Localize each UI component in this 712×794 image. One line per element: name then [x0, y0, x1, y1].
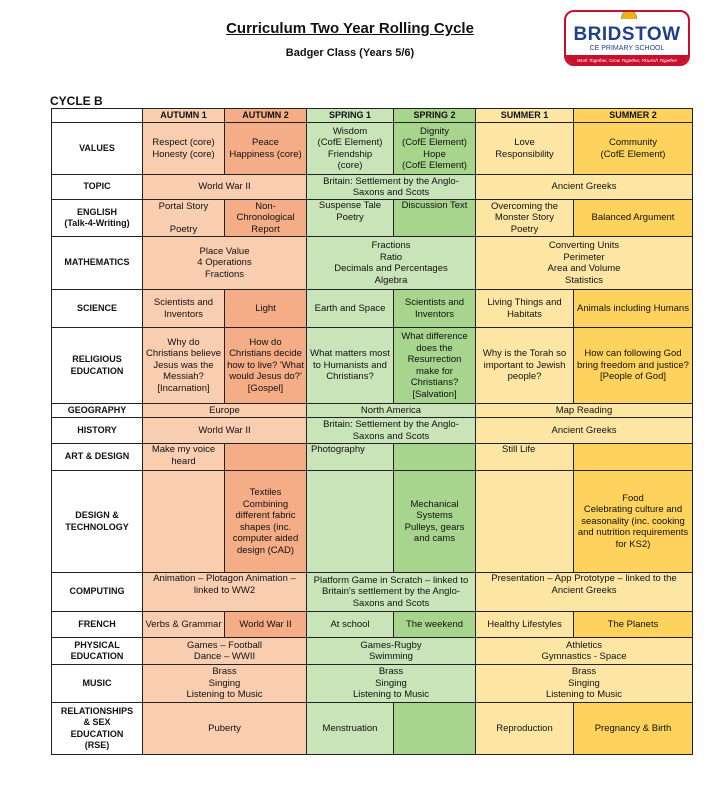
cell-spring-1: Suspense Tale Poetry	[307, 200, 394, 237]
row-label: HISTORY	[52, 418, 143, 444]
cell-spring: Fractions Ratio Decimals and Percentages Algebra	[307, 237, 476, 290]
cell-autumn: Place Value 4 Operations Fractions	[143, 237, 307, 290]
cell-summer-1: Still Life	[476, 444, 574, 471]
row-label: ART & DESIGN	[52, 444, 143, 471]
row-re	[52, 328, 693, 404]
header-row	[52, 109, 693, 123]
cell-summer: Athletics Gymnastics - Space	[476, 638, 693, 665]
cell-autumn-1: Respect (core) Honesty (core)	[143, 123, 225, 175]
cell-summer-2: How can following God bring freedom and justice? [People of God]	[574, 328, 693, 404]
cell-summer: Map Reading	[476, 404, 693, 418]
cell-summer: Converting Units Perimeter Area and Volume Statistics	[476, 237, 693, 290]
cell-summer-2: Animals including Humans	[574, 290, 693, 328]
cell-spring-2: The weekend	[394, 612, 476, 638]
cell-summer-2: Food Celebrating culture and seasonality (inc. cooking and nutrition requirements for KS2)	[574, 471, 693, 573]
row-computing	[52, 573, 693, 612]
row-label: VALUES	[52, 123, 143, 175]
cell-autumn: Puberty	[143, 703, 307, 755]
cell-autumn: Europe	[143, 404, 307, 418]
cell-summer-1: Why is the Torah so important to Jewish people?	[476, 328, 574, 404]
cell-summer-2: Community (CofE Element)	[574, 123, 693, 175]
cell-summer-1: Living Things and Habitats	[476, 290, 574, 328]
cell-autumn-2: Non-Chronological Report	[225, 200, 307, 237]
row-label: RELIGIOUS EDUCATION	[52, 328, 143, 404]
cell-summer-2: Pregnancy & Birth	[574, 703, 693, 755]
row-art	[52, 444, 693, 471]
cell-autumn-1: Scientists and Inventors	[143, 290, 225, 328]
page-title: Curriculum Two Year Rolling Cycle	[226, 20, 474, 37]
cell-autumn-1: Verbs & Grammar	[143, 612, 225, 638]
row-science	[52, 290, 693, 328]
row-geography	[52, 404, 693, 418]
col-summer-2: SUMMER 2	[574, 109, 693, 123]
cell-autumn: World War II	[143, 175, 307, 200]
row-label: MATHEMATICS	[52, 237, 143, 290]
col-spring-2: SPRING 2	[394, 109, 476, 123]
cell-spring: Games-Rugby Swimming	[307, 638, 476, 665]
row-english	[52, 200, 693, 237]
cell-summer-2: Balanced Argument	[574, 200, 693, 237]
cell-summer: Presentation – App Prototype – linked to the Ancient Greeks	[476, 573, 693, 612]
row-pe	[52, 638, 693, 665]
col-autumn-2: AUTUMN 2	[225, 109, 307, 123]
row-values	[52, 123, 693, 175]
page-subtitle: Badger Class (Years 5/6)	[285, 47, 415, 59]
corner-cell	[52, 109, 143, 123]
cell-summer: Brass Singing Listening to Music	[476, 665, 693, 703]
cell-spring: Brass Singing Listening to Music	[307, 665, 476, 703]
cell-spring-2: Mechanical Systems Pulleys, gears and cams	[394, 471, 476, 573]
cell-autumn: Brass Singing Listening to Music	[143, 665, 307, 703]
cell-autumn: World War II	[143, 418, 307, 444]
cell-spring: Britain: Settlement by the Anglo-Saxons and Scots	[307, 418, 476, 444]
row-dt	[52, 471, 693, 573]
col-spring-1: SPRING 1	[307, 109, 394, 123]
cell-summer-2	[574, 444, 693, 471]
cell-autumn-2: World War II	[225, 612, 307, 638]
cell-summer-1	[476, 471, 574, 573]
row-music	[52, 665, 693, 703]
cell-summer-1: Reproduction	[476, 703, 574, 755]
cell-autumn-2: How do Christians decide how to live? 'What would Jesus do?' [Gospel]	[225, 328, 307, 404]
row-label: PHYSICAL EDUCATION	[52, 638, 143, 665]
row-label: SCIENCE	[52, 290, 143, 328]
cell-autumn: Games – Football Dance – WWII	[143, 638, 307, 665]
cell-spring-1	[307, 471, 394, 573]
cell-autumn-1: Why do Christians believe Jesus was the Messiah? [Incarnation]	[143, 328, 225, 404]
cell-autumn-1: Make my voice heard	[143, 444, 225, 471]
row-label: RELATIONSHIPS & SEX EDUCATION (RSE)	[52, 703, 143, 755]
cell-summer-1: Overcoming the Monster Story Poetry	[476, 200, 574, 237]
row-topic	[52, 175, 693, 200]
col-autumn-1: AUTUMN 1	[143, 109, 225, 123]
sun-icon	[621, 10, 637, 19]
row-label: FRENCH	[52, 612, 143, 638]
logo-tagline: Work Together, Grow Together, Flourish Together	[566, 55, 688, 66]
row-label: GEOGRAPHY	[52, 404, 143, 418]
cell-spring-2	[394, 444, 476, 471]
cell-autumn-2	[225, 444, 307, 471]
col-summer-1: SUMMER 1	[476, 109, 574, 123]
row-label: DESIGN & TECHNOLOGY	[52, 471, 143, 573]
cell-autumn-2: Textiles Combining different fabric shapes (inc. computer aided design (CAD)	[225, 471, 307, 573]
cycle-heading: CYCLE B	[50, 94, 103, 108]
cell-spring-1: Wisdom (CofE Element) Friendship (core)	[307, 123, 394, 175]
cell-summer: Ancient Greeks	[476, 175, 693, 200]
row-rse	[52, 703, 693, 755]
curriculum-table	[51, 108, 693, 755]
row-label: ENGLISH (Talk-4-Writing)	[52, 200, 143, 237]
cell-spring-2	[394, 703, 476, 755]
cell-summer-1: Healthy Lifestyles	[476, 612, 574, 638]
cell-spring: Platform Game in Scratch – linked to Britain's settlement by the Anglo-Saxons and Scots	[307, 573, 476, 612]
cell-autumn-2: Light	[225, 290, 307, 328]
school-logo	[564, 10, 690, 66]
cell-spring: North America	[307, 404, 476, 418]
cell-spring-1: What matters most to Humanists and Christians?	[307, 328, 394, 404]
logo-name: BRIDSTOW	[573, 24, 681, 45]
cell-autumn-1	[143, 471, 225, 573]
cell-spring-2: Dignity (CofE Element) Hope (CofE Element)	[394, 123, 476, 175]
cell-spring-1: Earth and Space	[307, 290, 394, 328]
cell-spring-2: What difference does the Resurrection make for Christians? [Salvation]	[394, 328, 476, 404]
cell-spring: Britain: Settlement by the Anglo-Saxons and Scots	[307, 175, 476, 200]
row-label: TOPIC	[52, 175, 143, 200]
cell-summer-1: Love Responsibility	[476, 123, 574, 175]
cell-spring-1: At school	[307, 612, 394, 638]
cell-autumn-1: Portal Story Poetry	[143, 200, 225, 237]
cell-spring-2: Discussion Text	[394, 200, 476, 237]
row-label: COMPUTING	[52, 573, 143, 612]
cell-spring-1: Photography	[307, 444, 394, 471]
row-french	[52, 612, 693, 638]
row-history	[52, 418, 693, 444]
logo-school: CE PRIMARY SCHOOL	[589, 45, 665, 52]
row-label: MUSIC	[52, 665, 143, 703]
cell-summer: Ancient Greeks	[476, 418, 693, 444]
row-maths	[52, 237, 693, 290]
cell-spring-2: Scientists and Inventors	[394, 290, 476, 328]
cell-autumn: Animation – Plotagon Animation – linked to WW2	[143, 573, 307, 612]
cell-summer-2: The Planets	[574, 612, 693, 638]
cell-spring-1: Menstruation	[307, 703, 394, 755]
cell-autumn-2: Peace Happiness (core)	[225, 123, 307, 175]
